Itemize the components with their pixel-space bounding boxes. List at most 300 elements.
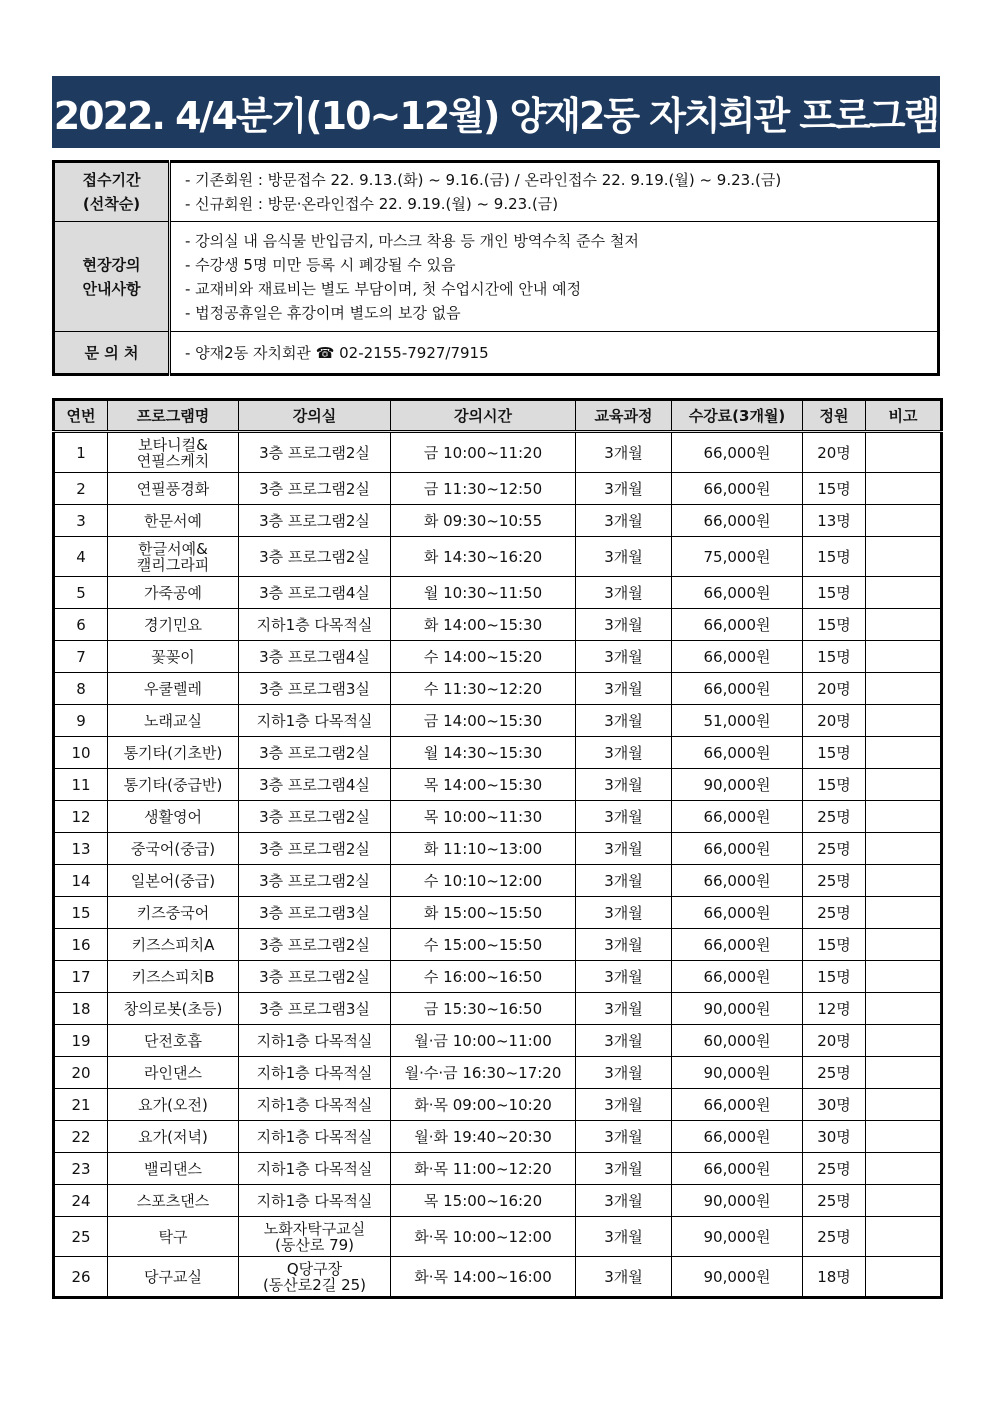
table-row (54, 473, 942, 505)
cell-note (866, 929, 942, 961)
cell-capacity: 15명 (803, 577, 866, 609)
cell-time: 수 15:00~15:50 (391, 929, 576, 961)
header-note: 비고 (866, 400, 942, 432)
cell-capacity: 25명 (803, 833, 866, 865)
cell-fee: 66,000원 (672, 473, 803, 505)
cell-program-name-line: 노래교실 (144, 711, 202, 730)
cell-no: 4 (54, 537, 108, 577)
cell-course: 3개월 (576, 1257, 672, 1298)
cell-course: 3개월 (576, 609, 672, 641)
cell-program-name-line: 우쿨렐레 (144, 679, 202, 698)
cell-capacity: 25명 (803, 897, 866, 929)
cell-program-name (108, 641, 239, 673)
cell-room (239, 801, 391, 833)
header-program-name: 프로그램명 (108, 400, 239, 432)
cell-capacity: 15명 (803, 929, 866, 961)
table-row (54, 961, 942, 993)
cell-room-line: 3층 프로그램2실 (259, 935, 370, 954)
cell-program-name-line: 연필스케치 (136, 451, 210, 470)
cell-program-name-line: 일본어(중급) (130, 871, 216, 890)
cell-no: 22 (54, 1121, 108, 1153)
cell-room (239, 929, 391, 961)
cell-capacity: 30명 (803, 1121, 866, 1153)
info-label-line: 문 의 처 (84, 343, 139, 362)
cell-note (866, 537, 942, 577)
cell-room (239, 993, 391, 1025)
cell-course: 3개월 (576, 1185, 672, 1217)
cell-note (866, 737, 942, 769)
header-capacity: 정원 (803, 400, 866, 432)
cell-room-line: 3층 프로그램2실 (259, 547, 370, 566)
cell-course: 3개월 (576, 1025, 672, 1057)
cell-capacity: 20명 (803, 705, 866, 737)
cell-time: 수 11:30~12:20 (391, 673, 576, 705)
cell-no: 13 (54, 833, 108, 865)
cell-course: 3개월 (576, 801, 672, 833)
cell-room-line: 지하1층 다목적실 (256, 615, 373, 634)
cell-fee: 66,000원 (672, 737, 803, 769)
cell-time: 월 10:30~11:50 (391, 577, 576, 609)
cell-room-line: 3층 프로그램2실 (259, 443, 370, 462)
cell-note (866, 473, 942, 505)
cell-no: 9 (54, 705, 108, 737)
cell-time: 화·목 10:00~12:00 (391, 1217, 576, 1257)
table-row (54, 929, 942, 961)
cell-program-name (108, 1121, 239, 1153)
cell-note (866, 432, 942, 473)
cell-program-name-line: 캘리그라피 (136, 555, 210, 574)
header-room: 강의실 (239, 400, 391, 432)
cell-room (239, 1257, 391, 1298)
cell-time: 수 16:00~16:50 (391, 961, 576, 993)
cell-time: 수 10:10~12:00 (391, 865, 576, 897)
info-value (170, 332, 939, 375)
info-label (54, 222, 170, 332)
cell-time: 월·수·금 16:30~17:20 (391, 1057, 576, 1089)
cell-program-name-line: 요가(오전) (138, 1095, 208, 1114)
info-line: - 강의실 내 음식물 반입금지, 마스크 착용 등 개인 방역수칙 준수 철저 (185, 231, 639, 250)
table-row (54, 1185, 942, 1217)
cell-no: 8 (54, 673, 108, 705)
cell-room-line: 지하1층 다목적실 (256, 1127, 373, 1146)
cell-program-name (108, 537, 239, 577)
cell-time: 화 14:30~16:20 (391, 537, 576, 577)
cell-capacity: 25명 (803, 1185, 866, 1217)
cell-room (239, 537, 391, 577)
cell-no: 12 (54, 801, 108, 833)
cell-fee: 75,000원 (672, 537, 803, 577)
cell-room (239, 641, 391, 673)
table-row (54, 1217, 942, 1257)
cell-program-name (108, 1153, 239, 1185)
cell-program-name-line: 중국어(중급) (130, 839, 216, 858)
cell-no: 26 (54, 1257, 108, 1298)
cell-course: 3개월 (576, 673, 672, 705)
cell-note (866, 833, 942, 865)
cell-fee: 51,000원 (672, 705, 803, 737)
cell-program-name-line: 키즈스피치A (131, 935, 215, 954)
cell-fee: 66,000원 (672, 1153, 803, 1185)
cell-room-line: 3층 프로그램2실 (259, 967, 370, 986)
cell-program-name (108, 897, 239, 929)
cell-program-name (108, 961, 239, 993)
cell-note (866, 897, 942, 929)
cell-program-name-line: 한문서예 (144, 511, 202, 530)
cell-course: 3개월 (576, 897, 672, 929)
table-row (54, 505, 942, 537)
table-row (54, 865, 942, 897)
cell-no: 19 (54, 1025, 108, 1057)
info-row-contact (54, 332, 939, 375)
cell-room-line: 3층 프로그램4실 (259, 647, 370, 666)
cell-program-name (108, 993, 239, 1025)
cell-course: 3개월 (576, 505, 672, 537)
cell-room-line: (동산로2길 25) (262, 1275, 367, 1294)
info-label-line: 안내사항 (82, 279, 141, 298)
cell-program-name-line: 요가(저녁) (138, 1127, 208, 1146)
info-label (54, 162, 170, 222)
cell-no: 5 (54, 577, 108, 609)
cell-capacity: 12명 (803, 993, 866, 1025)
cell-fee: 66,000원 (672, 609, 803, 641)
info-row-registration (54, 162, 939, 222)
cell-note (866, 609, 942, 641)
cell-course: 3개월 (576, 737, 672, 769)
cell-program-name-line: 키즈스피치B (131, 967, 215, 986)
cell-fee: 66,000원 (672, 833, 803, 865)
table-row (54, 705, 942, 737)
cell-fee: 90,000원 (672, 1057, 803, 1089)
cell-room-line: 3층 프로그램2실 (259, 479, 370, 498)
cell-capacity: 15명 (803, 641, 866, 673)
cell-fee: 66,000원 (672, 865, 803, 897)
cell-program-name-line: 한글서예& (138, 539, 208, 558)
cell-capacity: 18명 (803, 1257, 866, 1298)
cell-fee: 60,000원 (672, 1025, 803, 1057)
cell-course: 3개월 (576, 833, 672, 865)
cell-time: 금 14:00~15:30 (391, 705, 576, 737)
cell-program-name-line: 연필풍경화 (136, 479, 210, 498)
cell-program-name-line: 보타니컬& (138, 435, 208, 454)
cell-capacity: 15명 (803, 609, 866, 641)
cell-room (239, 1185, 391, 1217)
cell-program-name-line: 생활영어 (144, 807, 202, 826)
table-row (54, 537, 942, 577)
cell-time: 화·목 11:00~12:20 (391, 1153, 576, 1185)
cell-program-name-line: 통기타(중급반) (123, 775, 223, 794)
cell-fee: 66,000원 (672, 577, 803, 609)
cell-note (866, 505, 942, 537)
cell-room-line: (동산로 79) (274, 1235, 355, 1254)
cell-room (239, 737, 391, 769)
table-row (54, 673, 942, 705)
cell-capacity: 20명 (803, 1025, 866, 1057)
cell-no: 20 (54, 1057, 108, 1089)
cell-course: 3개월 (576, 537, 672, 577)
cell-program-name (108, 769, 239, 801)
cell-time: 화 15:00~15:50 (391, 897, 576, 929)
header-course: 교육과정 (576, 400, 672, 432)
cell-fee: 66,000원 (672, 1121, 803, 1153)
cell-time: 금 10:00~11:20 (391, 432, 576, 473)
cell-fee: 90,000원 (672, 769, 803, 801)
cell-no: 24 (54, 1185, 108, 1217)
cell-room-line: 지하1층 다목적실 (256, 1191, 373, 1210)
cell-room-line: 3층 프로그램2실 (259, 743, 370, 762)
cell-no: 6 (54, 609, 108, 641)
cell-note (866, 769, 942, 801)
cell-room (239, 1089, 391, 1121)
cell-time: 화 09:30~10:55 (391, 505, 576, 537)
cell-capacity: 30명 (803, 1089, 866, 1121)
cell-note (866, 577, 942, 609)
cell-course: 3개월 (576, 641, 672, 673)
cell-room-line: 지하1층 다목적실 (256, 1159, 373, 1178)
info-label (54, 332, 170, 375)
cell-room-line: Q당구장 (286, 1259, 343, 1278)
cell-capacity: 15명 (803, 473, 866, 505)
cell-room (239, 1121, 391, 1153)
cell-program-name-line: 가죽공예 (144, 583, 202, 602)
cell-room (239, 897, 391, 929)
cell-program-name-line: 단전호흡 (144, 1031, 202, 1050)
cell-room-line: 노화자탁구교실 (263, 1219, 366, 1238)
cell-note (866, 1185, 942, 1217)
cell-program-name (108, 833, 239, 865)
cell-program-name (108, 473, 239, 505)
cell-program-name-line: 탁구 (158, 1227, 188, 1246)
cell-note (866, 801, 942, 833)
cell-fee: 90,000원 (672, 1257, 803, 1298)
cell-capacity: 25명 (803, 801, 866, 833)
cell-course: 3개월 (576, 432, 672, 473)
info-line: - 법정공휴일은 휴강이며 별도의 보강 없음 (185, 303, 461, 322)
cell-time: 목 14:00~15:30 (391, 769, 576, 801)
header-time: 강의시간 (391, 400, 576, 432)
table-row (54, 833, 942, 865)
cell-program-name (108, 1089, 239, 1121)
cell-capacity: 20명 (803, 673, 866, 705)
cell-program-name (108, 1257, 239, 1298)
cell-room-line: 3층 프로그램4실 (259, 775, 370, 794)
cell-note (866, 1121, 942, 1153)
cell-no: 21 (54, 1089, 108, 1121)
cell-time: 화 11:10~13:00 (391, 833, 576, 865)
cell-time: 수 14:00~15:20 (391, 641, 576, 673)
cell-time: 목 10:00~11:30 (391, 801, 576, 833)
cell-note (866, 1257, 942, 1298)
cell-capacity: 15명 (803, 961, 866, 993)
cell-no: 15 (54, 897, 108, 929)
cell-program-name-line: 당구교실 (144, 1267, 202, 1286)
cell-program-name-line: 창의로봇(초등) (123, 999, 223, 1018)
table-row (54, 1153, 942, 1185)
cell-fee: 66,000원 (672, 801, 803, 833)
cell-course: 3개월 (576, 577, 672, 609)
cell-program-name (108, 577, 239, 609)
table-row (54, 897, 942, 929)
info-row-notice (54, 222, 939, 332)
cell-capacity: 20명 (803, 432, 866, 473)
cell-program-name-line: 밸리댄스 (144, 1159, 202, 1178)
cell-fee: 66,000원 (672, 1089, 803, 1121)
cell-note (866, 1217, 942, 1257)
cell-time: 목 15:00~16:20 (391, 1185, 576, 1217)
cell-course: 3개월 (576, 1089, 672, 1121)
cell-room-line: 지하1층 다목적실 (256, 1095, 373, 1114)
info-value (170, 222, 939, 332)
cell-room (239, 473, 391, 505)
info-label-line: 접수기간 (82, 171, 141, 189)
cell-no: 17 (54, 961, 108, 993)
cell-time: 금 11:30~12:50 (391, 473, 576, 505)
header-fee: 수강료(3개월) (672, 400, 803, 432)
cell-time: 화 14:00~15:30 (391, 609, 576, 641)
cell-program-name (108, 432, 239, 473)
cell-fee: 66,000원 (672, 432, 803, 473)
cell-program-name (108, 609, 239, 641)
cell-note (866, 705, 942, 737)
cell-room-line: 지하1층 다목적실 (256, 1063, 373, 1082)
cell-room (239, 961, 391, 993)
info-table (52, 160, 940, 376)
table-row (54, 577, 942, 609)
table-row (54, 737, 942, 769)
table-row (54, 769, 942, 801)
cell-program-name (108, 1025, 239, 1057)
table-row (54, 641, 942, 673)
cell-room-line: 지하1층 다목적실 (256, 711, 373, 730)
cell-room (239, 577, 391, 609)
table-row (54, 609, 942, 641)
cell-program-name (108, 865, 239, 897)
header-no: 연번 (54, 400, 108, 432)
info-line: - 신규회원 : 방문·온라인접수 22. 9.19.(월) ~ 9.23.(금) (185, 195, 559, 213)
cell-capacity: 25명 (803, 1217, 866, 1257)
cell-no: 3 (54, 505, 108, 537)
cell-room (239, 609, 391, 641)
cell-program-name (108, 801, 239, 833)
cell-program-name (108, 1185, 239, 1217)
cell-room (239, 432, 391, 473)
cell-room-line: 3층 프로그램2실 (259, 839, 370, 858)
cell-course: 3개월 (576, 961, 672, 993)
cell-fee: 66,000원 (672, 673, 803, 705)
cell-no: 23 (54, 1153, 108, 1185)
cell-fee: 66,000원 (672, 505, 803, 537)
cell-course: 3개월 (576, 929, 672, 961)
cell-room-line: 3층 프로그램4실 (259, 583, 370, 602)
program-table (52, 398, 943, 1299)
cell-capacity: 25명 (803, 1153, 866, 1185)
cell-capacity: 15명 (803, 537, 866, 577)
cell-course: 3개월 (576, 865, 672, 897)
cell-no: 10 (54, 737, 108, 769)
cell-note (866, 865, 942, 897)
cell-note (866, 993, 942, 1025)
cell-program-name-line: 꽃꽂이 (151, 647, 195, 666)
cell-room-line: 3층 프로그램2실 (259, 807, 370, 826)
table-row (54, 1121, 942, 1153)
cell-capacity: 15명 (803, 769, 866, 801)
cell-note (866, 1089, 942, 1121)
cell-room-line: 3층 프로그램3실 (259, 903, 370, 922)
info-line: - 양재2동 자치회관 ☎ 02-2155-7927/7915 (185, 343, 489, 362)
cell-no: 18 (54, 993, 108, 1025)
table-row (54, 1089, 942, 1121)
cell-room (239, 673, 391, 705)
cell-capacity: 13명 (803, 505, 866, 537)
cell-time: 월·화 19:40~20:30 (391, 1121, 576, 1153)
cell-capacity: 15명 (803, 737, 866, 769)
cell-room (239, 833, 391, 865)
cell-no: 11 (54, 769, 108, 801)
table-header-row (54, 400, 942, 432)
cell-program-name (108, 737, 239, 769)
info-label-line: (선착순) (82, 195, 141, 213)
cell-note (866, 1025, 942, 1057)
info-line: - 기존회원 : 방문접수 22. 9.13.(화) ~ 9.16.(금) / 온라인접수 22. 9.19.(월) ~ 9.23.(금) (185, 171, 782, 189)
cell-course: 3개월 (576, 473, 672, 505)
cell-room (239, 1025, 391, 1057)
cell-program-name (108, 929, 239, 961)
cell-course: 3개월 (576, 1121, 672, 1153)
cell-program-name-line: 통기타(기초반) (123, 743, 223, 762)
cell-program-name-line: 키즈중국어 (136, 903, 210, 922)
cell-fee: 66,000원 (672, 641, 803, 673)
table-row (54, 801, 942, 833)
cell-note (866, 673, 942, 705)
cell-room (239, 505, 391, 537)
cell-program-name-line: 라인댄스 (144, 1063, 202, 1082)
cell-fee: 66,000원 (672, 929, 803, 961)
cell-capacity: 25명 (803, 1057, 866, 1089)
table-row (54, 1057, 942, 1089)
cell-room (239, 1217, 391, 1257)
cell-program-name (108, 705, 239, 737)
table-row (54, 1257, 942, 1298)
cell-fee: 66,000원 (672, 897, 803, 929)
cell-program-name (108, 673, 239, 705)
table-row (54, 993, 942, 1025)
cell-room (239, 1153, 391, 1185)
cell-fee: 90,000원 (672, 1185, 803, 1217)
cell-room (239, 865, 391, 897)
cell-room-line: 지하1층 다목적실 (256, 1031, 373, 1050)
cell-fee: 66,000원 (672, 961, 803, 993)
cell-course: 3개월 (576, 993, 672, 1025)
cell-room (239, 1057, 391, 1089)
cell-room-line: 3층 프로그램3실 (259, 679, 370, 698)
cell-time: 금 15:30~16:50 (391, 993, 576, 1025)
cell-course: 3개월 (576, 1153, 672, 1185)
cell-time: 화·목 09:00~10:20 (391, 1089, 576, 1121)
cell-no: 2 (54, 473, 108, 505)
cell-program-name-line: 경기민요 (144, 615, 202, 634)
info-value (170, 162, 939, 222)
cell-note (866, 1153, 942, 1185)
cell-room-line: 3층 프로그램2실 (259, 871, 370, 890)
cell-no: 14 (54, 865, 108, 897)
cell-course: 3개월 (576, 1217, 672, 1257)
info-line: - 교재비와 재료비는 별도 부담이며, 첫 수업시간에 안내 예정 (185, 279, 582, 298)
cell-program-name (108, 1057, 239, 1089)
cell-room-line: 3층 프로그램2실 (259, 511, 370, 530)
cell-room-line: 3층 프로그램3실 (259, 999, 370, 1018)
cell-time: 월 14:30~15:30 (391, 737, 576, 769)
info-line: - 수강생 5명 미만 등록 시 폐강될 수 있음 (185, 255, 456, 274)
table-row (54, 432, 942, 473)
